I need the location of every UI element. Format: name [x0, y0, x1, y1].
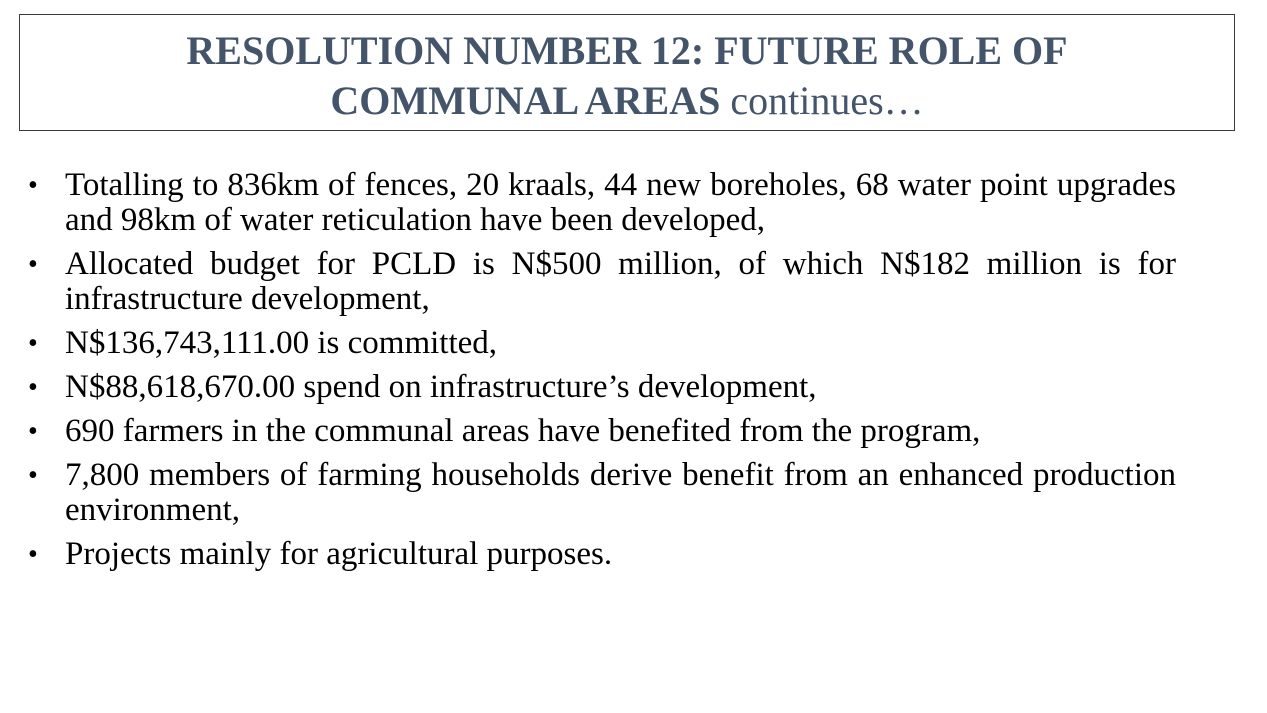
bullet-item-farmers — [28, 414, 1176, 449]
slide-title-bold-part: COMMUNAL AREAS — [330, 78, 721, 123]
bullet-list — [28, 168, 1176, 581]
bullet-text: Projects mainly for agricultural purposes. — [65, 536, 613, 572]
bullet-item-projects — [28, 537, 1176, 572]
bullet-text: 690 farmers in the communal areas have benefited from the program, — [65, 413, 981, 449]
bullet-text: 7,800 members of farming households derive benefit from an enhanced production environment, — [65, 457, 1176, 528]
slide-title-line-2 — [20, 77, 1234, 125]
bullet-icon: • — [28, 328, 38, 359]
bullet-icon: • — [28, 416, 38, 447]
bullet-item-budget — [28, 247, 1176, 317]
slide-title-line-1: RESOLUTION NUMBER 12: FUTURE ROLE OF — [186, 28, 1068, 73]
slide-title-box — [19, 14, 1235, 131]
bullet-item-households — [28, 458, 1176, 528]
slide-title-continues: continues… — [730, 78, 924, 123]
bullet-item-committed — [28, 326, 1176, 361]
bullet-icon: • — [28, 539, 38, 570]
bullet-icon: • — [28, 460, 38, 491]
bullet-text: N$136,743,111.00 is committed, — [65, 325, 498, 361]
bullet-icon: • — [28, 372, 38, 403]
bullet-icon: • — [28, 170, 38, 201]
bullet-item-spend — [28, 370, 1176, 405]
bullet-text: Totalling to 836km of fences, 20 kraals, 44 new boreholes, 68 water point upgrades and 98km of water reticulation have been developed, — [65, 167, 1176, 238]
bullet-item-fences — [28, 168, 1176, 238]
bullet-text: Allocated budget for PCLD is N$500 million, of which N$182 million is for infrastructure development, — [65, 246, 1176, 317]
bullet-text: N$88,618,670.00 spend on infrastructure’s development, — [65, 369, 817, 405]
bullet-icon: • — [28, 249, 38, 280]
